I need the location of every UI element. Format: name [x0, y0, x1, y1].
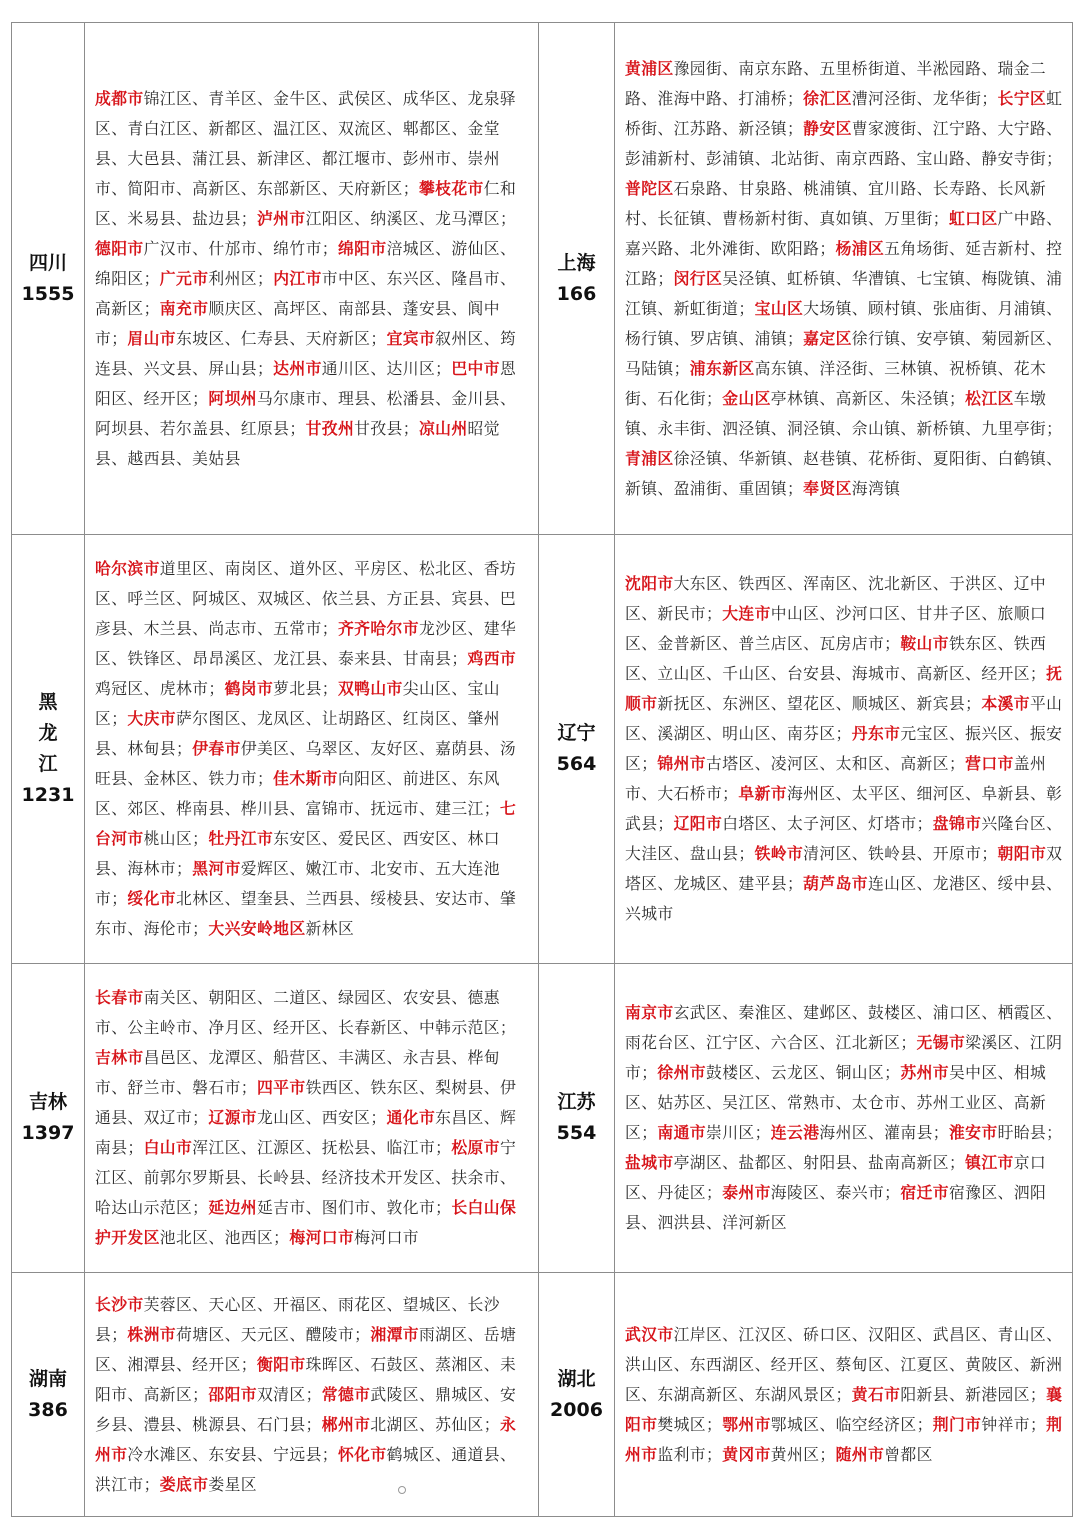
city-name: 虹口区 — [948, 208, 998, 228]
city-name: 娄底市 — [159, 1474, 209, 1494]
city-name: 梅河口市 — [289, 1228, 355, 1247]
city-name: 闵行区 — [673, 268, 723, 288]
province-cell — [539, 23, 615, 535]
city-name: 黄石市 — [851, 1384, 901, 1404]
city-name: 长春市 — [95, 988, 144, 1007]
city-name: 双鸭山市 — [337, 679, 403, 698]
city-name: 常德市 — [321, 1384, 371, 1404]
district-text: 阳新县、新港园区； — [900, 1384, 1047, 1404]
district-text: 梁溪区、江阴市； — [625, 1033, 1063, 1082]
city-name: 鹤岗市 — [224, 679, 274, 698]
district-text: 南关区、朝阳区、二道区、绿园区、农安县、德惠市、公主岭市、净月区、经开区、长春新区、中韩示范区； — [95, 988, 517, 1037]
table-row — [12, 23, 1073, 535]
district-text: 梅河口市 — [354, 1228, 419, 1247]
district-text: 仁和区、米易县、盐边县； — [95, 178, 517, 228]
city-name: 黄浦区 — [625, 58, 674, 78]
province-name: 辽宁 — [557, 722, 596, 744]
district-text: 娄星区 — [208, 1474, 257, 1494]
district-text: 虹桥街、江苏路、新泾镇； — [625, 88, 1063, 138]
city-name: 随州市 — [835, 1444, 885, 1464]
table-row — [12, 964, 1073, 1273]
city-name: 本溪市 — [981, 694, 1030, 713]
city-name: 齐齐哈尔市 — [337, 619, 419, 638]
district-text: 曾都区 — [884, 1444, 933, 1464]
district-text: 豫园街、南京东路、五里桥街道、半淞园路、瑞金二路、淮海中路、打浦桥； — [625, 58, 1047, 108]
city-name: 哈尔滨市 — [95, 559, 160, 578]
city-name: 阿坝州 — [208, 388, 257, 408]
city-name: 南充市 — [159, 298, 209, 318]
district-text: 亭林镇、高新区、朱泾镇； — [770, 388, 966, 408]
district-text: 铁东区、铁西区、立山区、千山区、台安县、海城市、高新区、经开区； — [625, 634, 1047, 683]
table-row — [12, 1273, 1073, 1517]
district-text: 道里区、南岗区、道外区、平房区、松北区、香坊区、呼兰区、阿城区、双城区、依兰县、方正县、宾县、巴彦县、木兰县、尚志市、五常市； — [95, 559, 517, 638]
city-name: 永州市 — [95, 1414, 517, 1464]
district-text: 东坡区、仁寿县、天府新区； — [176, 328, 387, 348]
district-text: 顺庆区、高坪区、南部县、蓬安县、阆中市； — [95, 298, 500, 348]
district-list-cell — [615, 23, 1073, 535]
city-name: 白山市 — [143, 1138, 193, 1157]
district-text: 向阳区、前进区、东风区、郊区、桦南县、桦川县、富锦市、抚远市、建三江； — [95, 769, 500, 818]
city-name: 抚顺市 — [625, 664, 1063, 713]
province-cell — [12, 1273, 85, 1517]
province-cell — [539, 1273, 615, 1517]
district-text: 珠晖区、石鼓区、蒸湘区、耒阳市、高新区； — [95, 1354, 517, 1404]
city-name: 鞍山市 — [900, 634, 949, 653]
district-text: 新林区 — [305, 919, 355, 938]
city-name: 南京市 — [625, 1003, 674, 1022]
city-name: 黑河市 — [192, 859, 241, 878]
district-text: 崇川区； — [706, 1123, 771, 1142]
province-cell — [539, 535, 615, 964]
city-name: 长沙市 — [95, 1294, 144, 1314]
city-name: 湘潭市 — [370, 1324, 419, 1344]
city-name: 苏州市 — [900, 1063, 949, 1082]
city-name: 攀枝花市 — [418, 178, 484, 198]
district-text: 荷塘区、天元区、醴陵市； — [176, 1324, 371, 1344]
city-name: 连云港 — [770, 1123, 820, 1142]
district-text: 平山区、溪湖区、明山区、南芬区； — [625, 694, 1063, 743]
city-name: 绵阳市 — [337, 238, 387, 258]
city-name: 吉林市 — [95, 1048, 144, 1067]
district-text: 大场镇、顾村镇、张庙街、月浦镇、杨行镇、罗店镇、浦镇； — [625, 298, 1063, 348]
district-text: 江阳区、纳溪区、龙马潭区； — [305, 208, 517, 228]
city-name: 眉山市 — [127, 328, 176, 348]
district-text: 新抚区、东洲区、望花区、顺城区、新宾县； — [657, 694, 982, 713]
city-name: 普陀区 — [625, 178, 674, 198]
city-name: 南通市 — [657, 1123, 706, 1142]
district-text: 鸡冠区、虎林市； — [95, 679, 225, 698]
city-name: 杨浦区 — [835, 238, 885, 258]
city-name: 大庆市 — [127, 709, 176, 728]
city-name: 浦东新区 — [689, 358, 755, 378]
district-text: 尖山区、宝山区； — [95, 679, 500, 728]
district-text: 海陵区、泰兴市； — [770, 1183, 901, 1202]
city-name: 株洲市 — [127, 1324, 176, 1344]
district-text: 市中区、东兴区、隆昌市、高新区； — [95, 268, 517, 318]
district-text: 徐泾镇、华新镇、赵巷镇、花桥街、夏阳街、白鹤镇、新镇、盈浦街、重固镇； — [625, 448, 1063, 498]
city-name: 郴州市 — [321, 1414, 371, 1434]
city-name: 武汉市 — [625, 1324, 674, 1344]
district-text: 宁江区、前郭尔罗斯县、长岭县、经济技术开发区、扶余市、哈达山示范区； — [95, 1138, 517, 1217]
district-text: 漕河泾街、龙华街； — [851, 88, 998, 108]
city-name: 丹东市 — [851, 724, 901, 743]
district-text: 通川区、达川区； — [321, 358, 452, 378]
table-row — [12, 535, 1073, 964]
city-name: 凉山州 — [418, 418, 468, 438]
city-name: 大兴安岭地区 — [208, 919, 306, 938]
city-name: 德阳市 — [95, 238, 144, 258]
district-text: 车墩镇、永丰街、泗泾镇、洞泾镇、佘山镇、新桥镇、九里亭街； — [625, 388, 1063, 438]
city-name: 宜宾市 — [386, 328, 436, 348]
district-text: 盱眙县； — [997, 1123, 1063, 1142]
city-name: 泸州市 — [256, 208, 306, 228]
district-text: 桃山区； — [143, 829, 209, 848]
district-text: 爱辉区、嫩江市、北安市、五大连池市； — [95, 859, 500, 908]
district-text: 萨尔图区、龙凤区、让胡路区、红岗区、肇州县、林甸县； — [95, 709, 500, 758]
district-text: 高东镇、洋泾街、三林镇、祝桥镇、花木街、石化街； — [625, 358, 1047, 408]
city-name: 巴中市 — [451, 358, 500, 378]
city-name: 黄冈市 — [722, 1444, 771, 1464]
city-name: 葫芦岛市 — [803, 874, 868, 893]
district-list-cell — [85, 535, 539, 964]
district-text: 亭湖区、盐都区、射阳县、盐南高新区； — [673, 1153, 966, 1172]
city-name: 甘孜州 — [305, 418, 355, 438]
district-text: 萝北县； — [273, 679, 338, 698]
district-text: 徐行镇、安亭镇、菊园新区、马陆镇； — [625, 328, 1063, 378]
province-name: 湖南 — [28, 1367, 67, 1390]
district-text: 北林区、望奎县、兰西县、绥棱县、安达市、肇东市、海伦市； — [95, 889, 517, 938]
district-text: 锦江区、青羊区、金牛区、武侯区、成华区、龙泉驿区、青白江区、新都区、温江区、双流区、郫都区、金堂县、大邑县、蒲江县、新津区、都江堰市、彭州市、崇州市、简阳市、高新区、东部新区、天府新区； — [95, 88, 517, 198]
district-text: 昌邑区、龙潭区、船营区、丰满区、永吉县、桦甸市、舒兰市、磐石市； — [95, 1048, 500, 1097]
district-text: 海州区、灌南县； — [819, 1123, 949, 1142]
province-count: 554 — [556, 1122, 597, 1144]
city-name: 四平市 — [256, 1078, 306, 1097]
province-name: 湖北 — [557, 1367, 596, 1390]
city-name: 衡阳市 — [256, 1354, 306, 1374]
city-name: 阜新市 — [738, 784, 787, 803]
city-name: 沈阳市 — [625, 574, 674, 593]
province-count: 166 — [556, 282, 597, 305]
district-text: 利州区； — [208, 268, 274, 288]
district-text: 浑江区、江源区、抚松县、临江市； — [192, 1138, 452, 1157]
district-text: 昭觉县、越西县、美姑县 — [95, 418, 500, 468]
district-text: 清河区、铁岭县、开原市； — [803, 844, 998, 863]
district-list-cell — [85, 23, 539, 535]
province-cell — [539, 964, 615, 1273]
city-name: 广元市 — [159, 268, 209, 288]
city-name: 通化市 — [386, 1108, 436, 1127]
district-text: 甘孜县； — [354, 418, 419, 438]
district-text: 鼓楼区、云龙区、铜山区； — [706, 1063, 901, 1082]
district-text: 东昌区、辉南县； — [95, 1108, 517, 1157]
province-name: 四川 — [28, 251, 67, 274]
province-cell — [12, 964, 85, 1273]
district-text: 海州区、太平区、细河区、阜新县、彰武县； — [625, 784, 1063, 833]
district-text: 龙沙区、建华区、铁锋区、昂昂溪区、龙江县、泰来县、甘南县； — [95, 619, 517, 668]
district-text: 雨湖区、岳塘区、湘潭县、经开区； — [95, 1324, 517, 1374]
province-name: 吉林 — [28, 1091, 67, 1113]
district-text: 鹤城区、通道县、洪江市； — [95, 1444, 517, 1494]
district-text: 元宝区、振兴区、振安区； — [625, 724, 1063, 773]
province-name: 江 — [38, 753, 58, 775]
district-text: 海湾镇 — [851, 478, 901, 498]
district-text: 冷水滩区、东安县、宁远县； — [127, 1444, 338, 1464]
province-count: 1231 — [21, 784, 75, 806]
district-text: 大东区、铁西区、浑南区、沈北新区、于洪区、辽中区、新民市； — [625, 574, 1047, 623]
district-text: 延吉市、图们市、敦化市； — [256, 1198, 452, 1217]
province-count: 1555 — [21, 282, 75, 305]
district-text: 监利市； — [657, 1444, 723, 1464]
province-cell — [12, 535, 85, 964]
city-name: 大连市 — [722, 604, 771, 623]
city-name: 宿迁市 — [900, 1183, 949, 1202]
city-name: 营口市 — [965, 754, 1014, 773]
district-text: 鄂城区、临空经济区； — [770, 1414, 933, 1434]
city-name: 辽阳市 — [673, 814, 723, 833]
district-text: 武陵区、鼎城区、安乡县、澧县、桃源县、石门县； — [95, 1384, 517, 1434]
city-name: 静安区 — [803, 118, 852, 138]
city-name: 成都市 — [95, 88, 144, 108]
city-name: 长宁区 — [997, 88, 1047, 108]
city-name: 邵阳市 — [208, 1384, 257, 1404]
city-name: 松原市 — [451, 1138, 500, 1157]
city-name: 襄阳市 — [625, 1384, 1063, 1434]
city-name: 牡丹江市 — [208, 829, 274, 848]
city-name: 伊春市 — [192, 739, 241, 758]
city-name: 松江区 — [965, 388, 1014, 408]
district-text: 双清区； — [256, 1384, 322, 1404]
city-name: 内江市 — [273, 268, 322, 288]
district-text: 京口区、丹徒区； — [625, 1153, 1047, 1202]
city-name: 盘锦市 — [932, 814, 982, 833]
district-text: 玄武区、秦淮区、建邺区、鼓楼区、浦口区、栖霞区、雨花台区、江宁区、六合区、江北新区； — [625, 1003, 1063, 1052]
city-name: 锦州市 — [657, 754, 706, 773]
city-name: 达州市 — [273, 358, 322, 378]
district-text: 伊美区、乌翠区、友好区、嘉荫县、汤旺县、金林区、铁力市； — [95, 739, 517, 788]
city-name: 青浦区 — [625, 448, 674, 468]
regions-table — [11, 22, 1073, 1517]
city-name: 徐汇区 — [803, 88, 852, 108]
district-text: 双塔区、龙城区、建平县； — [625, 844, 1063, 893]
city-name: 泰州市 — [722, 1183, 771, 1202]
province-name: 上海 — [557, 251, 596, 274]
province-name: 龙 — [38, 722, 58, 744]
district-text: 广汉市、什邡市、绵竹市； — [143, 238, 338, 258]
city-name: 镇江市 — [965, 1153, 1014, 1172]
province-count: 2006 — [550, 1398, 603, 1421]
district-text: 钟祥市； — [981, 1414, 1047, 1434]
city-name: 鄂州市 — [722, 1414, 771, 1434]
district-text: 古塔区、凌河区、太和区、高新区； — [706, 754, 966, 773]
city-name: 奉贤区 — [803, 478, 852, 498]
city-name: 朝阳市 — [997, 844, 1047, 863]
city-name: 宝山区 — [754, 298, 804, 318]
city-name: 嘉定区 — [803, 328, 852, 348]
city-name: 绥化市 — [127, 889, 176, 908]
city-name: 荆州市 — [625, 1414, 1063, 1464]
province-count: 386 — [28, 1398, 68, 1421]
province-cell — [12, 23, 85, 535]
province-count: 1397 — [21, 1122, 75, 1144]
district-list-cell — [85, 1273, 539, 1517]
city-name: 无锡市 — [916, 1033, 966, 1052]
city-name: 鸡西市 — [467, 649, 517, 668]
district-text: 铁西区、铁东区、梨树县、伊通县、双辽市； — [95, 1078, 517, 1127]
district-text: 兴隆台区、大洼区、盘山县； — [625, 814, 1063, 863]
district-text: 五角场街、延吉新村、控江路； — [625, 238, 1063, 288]
city-name: 淮安市 — [948, 1123, 998, 1142]
district-text: 曹家渡街、江宁路、大宁路、彭浦新村、彭浦镇、北站街、南京西路、宝山路、静安寺街； — [625, 118, 1063, 168]
city-name: 铁岭市 — [754, 844, 804, 863]
district-list-cell — [615, 1273, 1073, 1517]
district-text: 黄州区； — [770, 1444, 836, 1464]
district-text: 东安区、爱民区、西安区、林口县、海林市； — [95, 829, 500, 878]
city-name: 怀化市 — [337, 1444, 387, 1464]
district-text: 芙蓉区、天心区、开福区、雨花区、望城区、长沙县； — [95, 1294, 500, 1344]
city-name: 徐州市 — [657, 1063, 706, 1082]
district-text: 石泉路、甘泉路、桃浦镇、宜川路、长寿路、长风新村、长征镇、曹杨新村街、真如镇、万里街； — [625, 178, 1047, 228]
district-text: 池北区、池西区； — [159, 1228, 290, 1247]
province-count: 564 — [556, 753, 597, 775]
district-text: 叙州区、筠连县、兴文县、屏山县； — [95, 328, 517, 378]
district-list-cell — [85, 964, 539, 1273]
district-text: 龙山区、西安区； — [256, 1108, 387, 1127]
city-name: 金山区 — [722, 388, 771, 408]
district-text: 江岸区、江汉区、硚口区、汉阳区、武昌区、青山区、洪山区、东西湖区、经开区、蔡甸区、江夏区、黄陂区、新洲区、东湖高新区、东湖风景区； — [625, 1324, 1063, 1404]
district-text: 中山区、沙河口区、甘井子区、旅顺口区、金普新区、普兰店区、瓦房店市； — [625, 604, 1047, 653]
district-text: 连山区、龙港区、绥中县、兴城市 — [625, 874, 1063, 923]
city-name: 荆门市 — [932, 1414, 982, 1434]
city-name: 佳木斯市 — [273, 769, 338, 788]
district-text: 涪城区、游仙区、绵阳区； — [95, 238, 517, 288]
city-name: 长白山保护开发区 — [95, 1198, 517, 1247]
city-name: 延边州 — [208, 1198, 257, 1217]
district-text: 马尔康市、理县、松潘县、金川县、阿坝县、若尔盖县、红原县； — [95, 388, 517, 438]
district-list-cell — [615, 964, 1073, 1273]
district-text: 广中路、嘉兴路、北外滩街、欧阳路； — [625, 208, 1063, 258]
district-text: 北湖区、苏仙区； — [370, 1414, 500, 1434]
district-text: 宿豫区、泗阳县、泗洪县、洋河新区 — [625, 1183, 1047, 1232]
city-name: 盐城市 — [625, 1153, 674, 1172]
province-name: 江苏 — [557, 1091, 596, 1113]
district-text: 白塔区、太子河区、灯塔市； — [722, 814, 933, 833]
page-dot-mark — [398, 1486, 406, 1494]
district-list-cell — [615, 535, 1073, 964]
city-name: 七台河市 — [95, 799, 517, 848]
district-text: 吴中区、相城区、姑苏区、吴江区、常熟市、太仓市、苏州工业区、高新区； — [625, 1063, 1047, 1142]
province-name: 黑 — [38, 691, 58, 713]
district-text: 吴泾镇、虹桥镇、华漕镇、七宝镇、梅陇镇、浦江镇、新虹街道； — [625, 268, 1063, 318]
district-text: 恩阳区、经开区； — [95, 358, 517, 408]
district-text: 樊城区； — [657, 1414, 723, 1434]
city-name: 辽源市 — [208, 1108, 257, 1127]
district-text: 盖州市、大石桥市； — [625, 754, 1047, 803]
